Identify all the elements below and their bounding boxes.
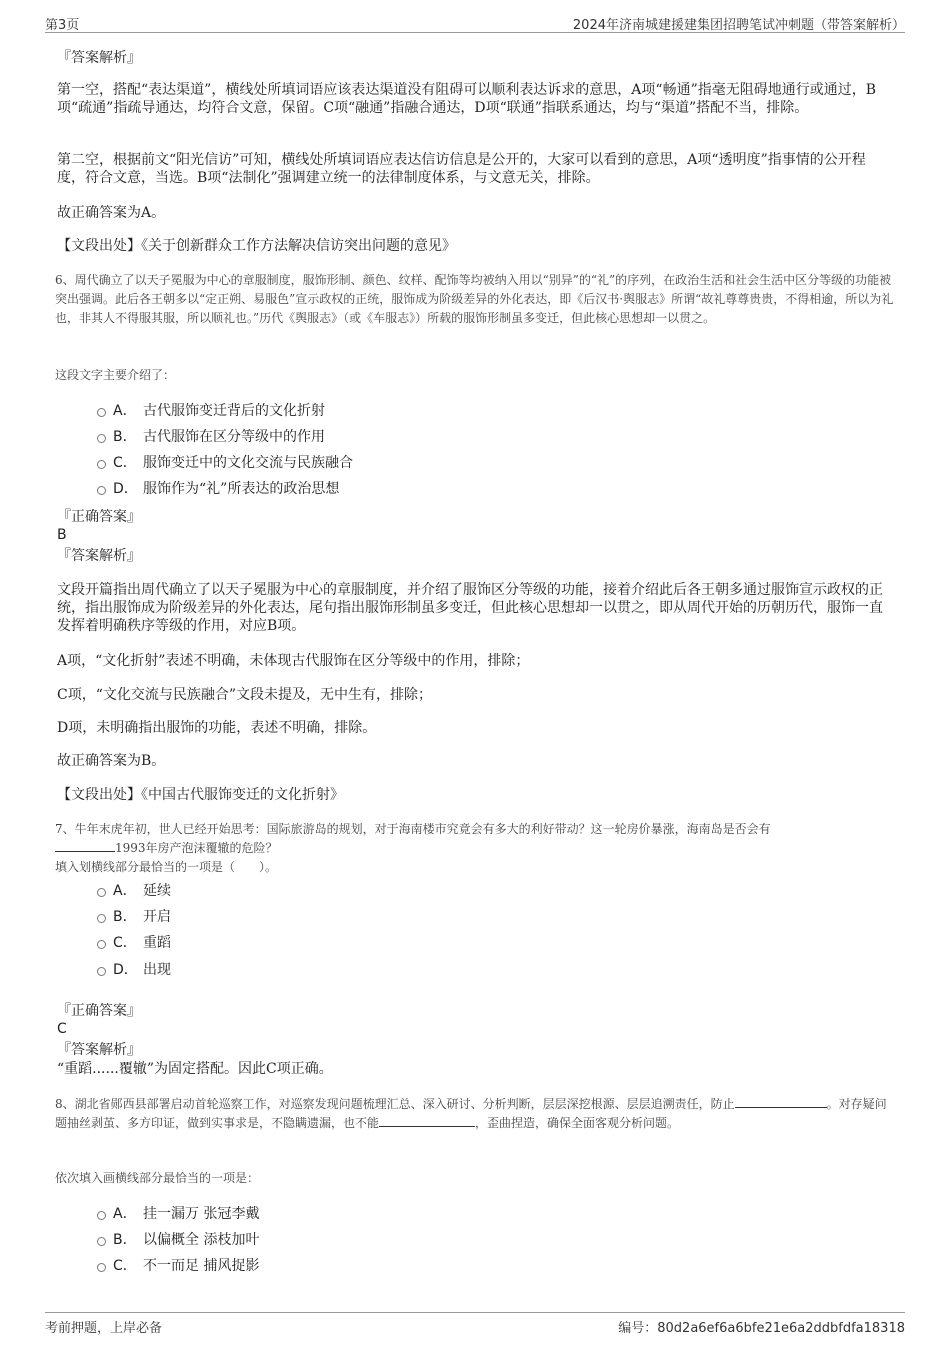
q5-analysis-para2: 第二空，根据前文“阳光信访”可知，横线处所填词语应表达信访信息是公开的，大家可以看到的意思，A项“透明度”指事情的公开程度，符合文意，当选。B项“法制化”强调建立统一的法律制度体系，与文意无关，排除。 [57,152,866,186]
option-text: 重蹈 [143,935,171,951]
option-letter: D． [113,962,138,978]
q5-source: 【文段出处】《关于创新群众工作方法解决信访突出问题的意见》 [57,238,456,254]
option-text: 古代服饰变迁背后的文化折射 [143,403,325,419]
q6-analysis-para1: 文段开篇指出周代确立了以天子冕服为中心的章服制度，并介绍了服饰区分等级的功能，接着介绍此后各王朝多通过服饰宣示政权的正统，指出服饰成为阶级差异的外化表达，尾句指出服饰形制虽多变迁，但此核心思想却一以贯之，即从周代开始的历朝历代，服饰一直发挥着明确秩序等级的作用，对应B项。 [57,582,883,634]
radio-icon[interactable] [97,486,106,495]
q6-option-a[interactable] [97,402,325,420]
option-letter: A． [113,883,137,899]
q7-stem-line1: 7、牛年末虎年初，世人已经开始思考：国际旅游岛的规划，对于海南楼市究竟会有多大的利好带动？这一轮房价暴涨，海南岛是否会有 [55,822,771,836]
q6-source: 【文段出处】《中国古代服饰变迁的文化折射》 [57,787,344,803]
option-text: 开启 [143,909,171,925]
q7-option-d[interactable] [97,961,171,979]
radio-icon[interactable] [97,1211,106,1220]
option-letter: B． [113,429,137,445]
option-letter: C． [113,1258,137,1274]
q7-question: 填入划横线部分最恰当的一项是（ ）。 [55,860,278,874]
q8-question: 依次填入画横线部分最恰当的一项是： [55,1171,260,1185]
q8-stem-part2: 。对存疑问题抽丝剥茧、多方印证，做到实事求是，不隐瞒遗漏，也不能 [55,1097,887,1130]
q6-analysis-para4: D项，未明确指出服饰的功能，表述不明确，排除。 [57,720,377,736]
q6-answer-label: 『正确答案』 [57,509,141,525]
option-text: 挂一漏万 张冠李戴 [143,1206,260,1222]
q6-analysis-para2: A项，“文化折射”表述不明确，未体现古代服饰在区分等级中的作用，排除； [57,653,530,669]
fill-blank [735,1095,827,1108]
option-text: 不一而足 捕风捉影 [143,1258,260,1274]
q6-stem: 6、周代确立了以天子冕服为中心的章服制度，服饰形制、颜色、纹样、配饰等均被纳入用以“别异”的“礼”的序列，在政治生活和社会生活中区分等级的功能被突出强调。此后各王朝多以“定正朔、易服色”宣示政权的正统，服饰成为阶级差异的外化表达，即《后汉书·舆服志》所谓“故礼尊尊贵贵，不得相逾，所以为礼也，非其人不得服其服，所以顺礼也。”历代《舆服志》（或《车服志》）所载的服饰形制虽多变迁，但此核心思想却一以贯之。 [55,273,894,325]
footer-slogan: 考前押题，上岸必备 [45,1321,163,1336]
q5-analysis-para1: 第一空，搭配“表达渠道”，横线处所填词语应该表达渠道没有阻碍可以顺利表达诉求的意思，A项“畅通”指毫无阻碍地通行或通过，B项“疏通”指疏导通达，均符合文意，保留。C项“融通”指融合通达，D项“联通”指联系通达，均与“渠道”搭配不当，排除。 [57,82,877,116]
q8-stem [55,1095,895,1133]
fill-blank [379,1114,475,1127]
q6-answer: B [57,527,67,543]
radio-icon[interactable] [97,1237,106,1246]
q8-stem-part1: 8、湖北省郧西县部署启动首轮巡察工作，对巡察发现问题梳理汇总、深入研讨、分析判断，层层深挖根源、层层追溯责任，防止 [55,1097,735,1111]
option-letter: A． [113,1206,137,1222]
radio-icon[interactable] [97,940,106,949]
fill-blank [55,839,115,852]
option-text: 以偏概全 添枝加叶 [143,1232,260,1248]
option-text: 服饰变迁中的文化交流与民族融合 [143,455,353,471]
q7-option-c[interactable] [97,934,171,952]
q8-option-c[interactable] [97,1257,259,1275]
radio-icon[interactable] [97,888,106,897]
option-text: 延续 [143,883,171,899]
option-text: 古代服饰在区分等级中的作用 [143,429,325,445]
option-letter: B． [113,1232,137,1248]
q7-analysis-label: 『答案解析』 [57,1042,141,1058]
q5-conclusion: 故正确答案为A。 [57,205,166,221]
radio-icon[interactable] [97,434,106,443]
option-letter: A． [113,403,137,419]
document-code-label: 编号： [618,1321,658,1336]
page-header [45,12,905,33]
option-text: 出现 [143,962,171,978]
q5-analysis-label: 『答案解析』 [57,50,141,66]
radio-icon[interactable] [97,408,106,417]
option-letter: B． [113,909,137,925]
document-code-value: 80d2a6ef6a6bfe21e6a2ddbfdfa18318 [657,1321,905,1336]
q6-analysis-label: 『答案解析』 [57,548,141,564]
q6-conclusion: 故正确答案为B。 [57,753,166,769]
q6-option-d[interactable] [97,480,339,498]
q7-stem-line2-text: 1993年房产泡沫覆辙的危险？ [115,841,278,855]
radio-icon[interactable] [97,914,106,923]
q6-question: 这段文字主要介绍了： [55,368,176,382]
option-letter: C． [113,935,137,951]
document-title: 2024年济南城建援建集团招聘笔试冲刺题（带答案解析） [572,18,905,33]
q7-analysis: “重蹈......覆辙”为固定搭配。因此C项正确。 [57,1061,333,1077]
radio-icon[interactable] [97,967,106,976]
q6-analysis-para3: C项，“文化交流与民族融合”文段未提及，无中生有，排除； [57,687,433,703]
option-text: 服饰作为“礼”所表达的政治思想 [143,481,340,497]
q7-answer-label: 『正确答案』 [57,1003,141,1019]
q7-stem-line2 [55,839,895,858]
page-footer [45,1312,905,1339]
radio-icon[interactable] [97,1263,106,1272]
option-letter: D． [113,481,138,497]
page-number: 第3页 [45,18,80,33]
q6-option-c[interactable] [97,454,353,472]
q8-option-b[interactable] [97,1231,259,1249]
q8-option-a[interactable] [97,1205,259,1223]
radio-icon[interactable] [97,460,106,469]
q8-stem-part3: ，歪曲捏造，确保全面客观分析问题。 [475,1116,680,1130]
document-code [618,1317,905,1336]
option-letter: C． [113,455,137,471]
q7-option-b[interactable] [97,908,171,926]
q6-option-b[interactable] [97,428,325,446]
q7-option-a[interactable] [97,882,171,900]
q7-answer: C [57,1021,67,1037]
